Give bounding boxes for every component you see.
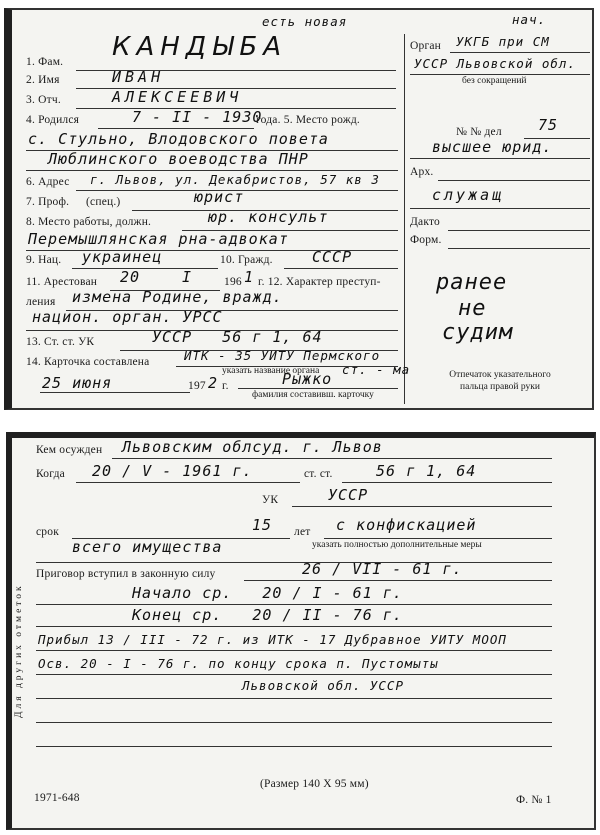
citizenship-label: 10. Гражд. xyxy=(220,254,273,266)
term-value: 15 xyxy=(252,516,273,534)
org-hint: указать название органа xyxy=(222,366,320,376)
org-note: ст. - ма xyxy=(342,362,411,377)
name-label: 2. Имя xyxy=(26,74,60,86)
prior-line-1: ранее xyxy=(436,270,508,295)
profession-label: 7. Проф. xyxy=(26,196,70,208)
term-years-label: лет xyxy=(294,526,311,538)
workplace-label: 8. Место работы, должн. xyxy=(26,216,152,228)
crime-line-2: национ. орган. УРСС xyxy=(32,308,223,326)
when-art-value: 56 г 1, 64 xyxy=(376,462,477,480)
name-value: ИВАН xyxy=(112,68,165,86)
birthplace-line-2: Люблинского воеводства ПНР xyxy=(48,150,309,168)
when-art-label: ст. ст. xyxy=(304,468,333,480)
when-value: 20 / V - 1961 г. xyxy=(92,462,253,480)
verdict-label: Приговор вступил в законную силу xyxy=(36,568,216,580)
column-divider xyxy=(404,34,405,404)
profession-spec: (спец.) xyxy=(86,196,121,208)
date-value: 25 июня xyxy=(42,374,113,392)
registration-card-back xyxy=(6,432,596,830)
fingerprint-line-1: Отпечаток указательного xyxy=(449,370,551,380)
education-value: высшее юрид. xyxy=(432,138,553,156)
term-label: срок xyxy=(36,526,59,538)
term-start: Начало ср. 20 / I - 61 г. xyxy=(132,584,403,602)
prior-line-3: судим xyxy=(442,320,514,345)
articles-value: УССР 56 г 1, 64 xyxy=(152,328,323,346)
citizenship-value: СССР xyxy=(312,248,353,266)
crime-line-1: измена Родине, вражд. xyxy=(72,288,283,306)
registration-card-front xyxy=(4,8,594,410)
organ-line-1: УКГБ при СМ xyxy=(456,34,550,49)
region-note: Львовской обл. УССР xyxy=(242,678,404,693)
nationality-value: украинец xyxy=(82,248,163,266)
term-extra: с конфискацией xyxy=(336,516,477,534)
card-by-label: 14. Карточка составлена xyxy=(26,356,150,368)
organ-line-2: УССР Львовской обл. xyxy=(414,56,576,71)
term-end: Конец ср. 20 / II - 76 г. xyxy=(132,606,403,624)
verdict-value: 26 / VII - 61 г. xyxy=(302,560,463,578)
workplace-line-2: Перемышлянская рна-адвокат xyxy=(28,230,289,248)
born-suffix: года. 5. Место рожд. xyxy=(256,114,361,126)
extra-hint: указать полностью дополнительные меры xyxy=(312,540,482,550)
profession-value: юрист xyxy=(194,188,245,206)
arrested-month: I xyxy=(182,268,193,286)
born-value: 7 - II - 1930 xyxy=(132,108,263,126)
arrested-label: 11. Арестован xyxy=(26,276,98,288)
top-right-note: нач. xyxy=(512,12,547,27)
address-value: г. Львов, ул. Декабристов, 57 кв 3 xyxy=(90,172,380,187)
convicted-by-value: Львовским облсуд. г. Львов xyxy=(122,438,383,456)
case-value: 75 xyxy=(538,116,559,134)
articles-label: 13. Ст. ст. УК xyxy=(26,336,95,348)
arch-label: Арх. xyxy=(410,166,434,178)
form-label: Форм. xyxy=(410,234,442,246)
size-note: (Размер 140 Х 95 мм) xyxy=(260,778,369,790)
prior-line-2: не xyxy=(458,296,487,321)
born-label: 4. Родился xyxy=(26,114,80,126)
birthplace-line-1: с. Стульно, Влодовского повета xyxy=(28,130,329,148)
no-abbrev-hint: без сокращений xyxy=(462,76,527,86)
date-year-prefix: 197 xyxy=(188,380,206,392)
case-label: № № дел xyxy=(456,126,502,138)
uk-value: УССР xyxy=(328,486,369,504)
crime-label: ления xyxy=(26,296,56,308)
uk-label: УК xyxy=(262,494,279,506)
card-by-value: ИТК - 35 УИТУ Пермского xyxy=(184,348,381,363)
arrested-day: 20 xyxy=(120,268,141,286)
signer-value: Рыжко xyxy=(282,370,333,388)
arrested-suffix: г. 12. Характер преступ- xyxy=(258,276,381,288)
surname-value: КАНДЫБА xyxy=(112,32,288,62)
nationality-label: 9. Нац. xyxy=(26,254,62,266)
date-year-digit: 2 xyxy=(208,374,219,392)
patronymic-value: АЛЕКСЕЕВИЧ xyxy=(112,88,243,106)
arrived-note: Прибыл 13 / III - 72 г. из ИТК - 17 Дубравное УИТУ МООП xyxy=(38,632,507,647)
side-label: Для других отметок xyxy=(14,583,24,718)
workplace-value: юр. консульт xyxy=(208,208,329,226)
card-code: 1971-648 xyxy=(34,792,80,804)
form-number: Ф. № 1 xyxy=(516,794,552,806)
when-label: Когда xyxy=(36,468,65,480)
surname-label: 1. Фам. xyxy=(26,56,64,68)
employee-value: служащ xyxy=(432,186,505,204)
arrested-year: 196 xyxy=(224,276,242,288)
arrested-year-digit: 1 xyxy=(244,268,255,286)
top-note: есть новая xyxy=(262,14,348,29)
address-label: 6. Адрес xyxy=(26,176,70,188)
fingerprint-line-2: пальца правой руки xyxy=(460,382,540,392)
date-suffix: г. xyxy=(222,380,229,392)
convicted-by-label: Кем осужден xyxy=(36,444,103,456)
property-value: всего имущества xyxy=(72,538,223,556)
released-note: Осв. 20 - I - 76 г. по концу срока п. Пустомыты xyxy=(38,656,439,671)
patronymic-label: 3. Отч. xyxy=(26,94,61,106)
dakto-label: Дакто xyxy=(410,216,441,228)
signer-hint: фамилия составивш. карточку xyxy=(252,390,374,400)
organ-label: Орган xyxy=(410,40,442,52)
